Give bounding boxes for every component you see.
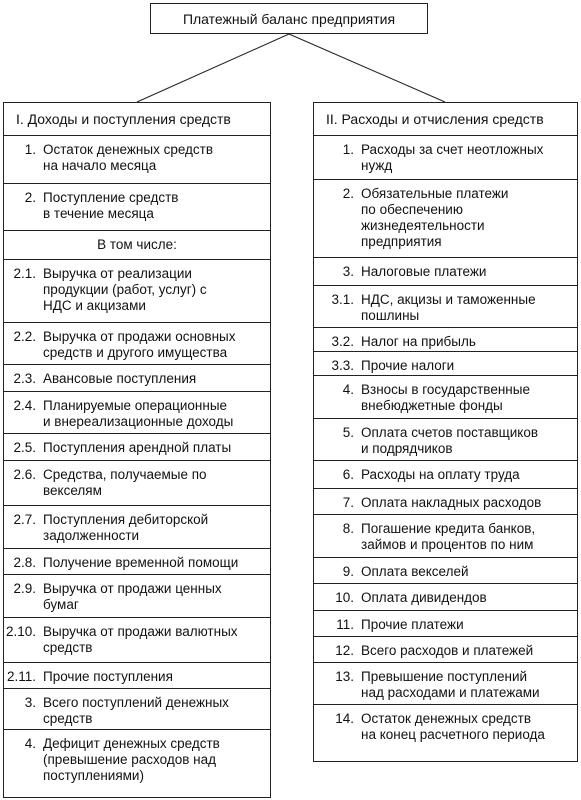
expense-header-label: II. Расходы и отчисления средств (326, 111, 544, 127)
income-row-label: Поступления арендной платы (43, 440, 232, 455)
expense-row (314, 558, 577, 584)
expense-row (314, 637, 577, 663)
expense-row-number: 7. (342, 495, 354, 510)
income-row (4, 506, 270, 549)
income-row-label: Поступление средств в течение месяца (43, 190, 179, 221)
expense-row-label: Прочие платежи (361, 617, 464, 632)
income-row-label: Выручка от реализации продукции (работ, услуг) с НДС и акцизами (43, 266, 207, 313)
income-row (4, 365, 270, 392)
income-row-label: Поступления дебиторской задолженности (43, 512, 209, 543)
expense-row (314, 286, 577, 328)
expense-row (314, 258, 577, 286)
income-rows (4, 136, 270, 791)
root-box (150, 3, 428, 34)
income-row-number: 2.9. (13, 581, 36, 596)
expense-row (314, 136, 577, 180)
expense-row-number: 11. (336, 617, 354, 632)
income-row (4, 689, 270, 730)
expense-row-label: Погашение кредита банков, займов и процентов по ним (361, 521, 536, 552)
expense-row (314, 515, 577, 558)
expense-row-number: 12. (335, 643, 354, 658)
income-row-number: 2.3. (13, 371, 36, 386)
income-row-number: 2.5. (13, 440, 36, 455)
income-row-label: Планируемые операционные и внереализационные доходы (43, 398, 234, 429)
income-row-number: 2.10. (5, 624, 36, 639)
expense-row (314, 352, 577, 376)
income-row-label: Всего поступлений денежных средств (43, 695, 229, 726)
expense-header (314, 103, 577, 136)
expense-row-number: 3.1. (331, 292, 354, 307)
expense-rows (314, 136, 577, 748)
expense-column (313, 102, 578, 762)
income-row-label: Авансовые поступления (43, 371, 197, 386)
expense-row-label: Взносы в государственные внебюджетные фонды (361, 382, 530, 413)
income-row (4, 575, 270, 618)
expense-row (314, 705, 577, 748)
expense-row (314, 663, 577, 705)
income-row (4, 184, 270, 231)
expense-row-label: Налог на прибыль (361, 334, 476, 349)
income-row (4, 461, 270, 506)
income-row (4, 392, 270, 434)
income-row (4, 323, 270, 365)
expense-row (314, 328, 577, 352)
expense-row (314, 489, 577, 515)
expense-row-number: 3.3. (331, 358, 354, 373)
connector-left (137, 34, 289, 102)
income-row (4, 730, 270, 791)
expense-row-number: 1. (342, 142, 354, 157)
income-row-label: Средства, получаемые по векселям (43, 467, 207, 498)
expense-row-label: Оплата счетов поставщиков и подрядчиков (361, 425, 539, 456)
expense-row-label: Оплата накладных расходов (361, 495, 542, 510)
income-row-number: 2.11. (6, 669, 36, 684)
expense-row-number: 6. (342, 467, 354, 482)
expense-row-number: 13. (335, 669, 354, 684)
expense-row (314, 461, 577, 489)
income-row-number: 2.7. (13, 512, 36, 527)
expense-row-label: Всего расходов и платежей (361, 643, 534, 658)
expense-row-label: Обязательные платежи по обеспечению жизнедеятельности предприятия (361, 186, 509, 249)
income-row-label: Дефицит денежных средств (превышение расходов над поступлениями) (43, 736, 220, 783)
income-row-number: 2.6. (13, 467, 36, 482)
income-row-number: 1. (24, 142, 36, 157)
income-row-number: 2.8. (13, 555, 36, 570)
connector-right (289, 34, 445, 102)
expense-row-label: НДС, акцизы и таможенные пошлины (361, 292, 536, 323)
expense-row-label: Оплата векселей (361, 564, 469, 579)
expense-row (314, 611, 577, 637)
root-title: Платежный баланс предприятия (182, 10, 396, 27)
income-row-label: Остаток денежных средств на начало месяца (43, 142, 214, 173)
income-row-label: Выручка от продажи валютных средств (43, 624, 238, 655)
expense-row-label: Расходы за счет неотложных нужд (361, 142, 544, 173)
expense-row (314, 376, 577, 419)
income-row (4, 136, 270, 184)
income-row-number: 2.2. (13, 329, 36, 344)
expense-row-number: 4. (342, 382, 354, 397)
income-row (4, 549, 270, 575)
expense-row-label: Остаток денежных средств на конец расчетного периода (361, 711, 545, 742)
income-row-number: 4. (24, 736, 36, 751)
income-row-number: 3. (24, 695, 36, 710)
expense-row-number: 5. (342, 425, 354, 440)
expense-row-label: Прочие налоги (361, 358, 455, 373)
income-column (3, 102, 271, 798)
expense-row-number: 8. (342, 521, 354, 536)
expense-row-number: 2. (342, 186, 354, 201)
income-row (4, 434, 270, 461)
income-row-label: В том числе: (97, 237, 177, 252)
expense-row-label: Расходы на оплату труда (361, 467, 520, 482)
expense-row-number: 9. (342, 564, 354, 579)
expense-row-number: 10. (335, 590, 354, 605)
income-row-number: 2.1. (13, 266, 36, 281)
income-header (4, 103, 270, 136)
expense-row (314, 584, 577, 611)
income-row-number: 2. (24, 190, 36, 205)
income-row-label: Получение временной помощи (43, 555, 239, 570)
expense-row (314, 180, 577, 258)
expense-row-label: Оплата дивидендов (361, 590, 487, 605)
expense-row-number: 3.2. (331, 334, 354, 349)
income-header-label: I. Доходы и поступления средств (16, 111, 231, 127)
income-row-number: 2.4. (13, 398, 36, 413)
income-row (4, 260, 270, 323)
income-row-label: Выручка от продажи основных средств и другого имущества (43, 329, 236, 360)
expense-row (314, 419, 577, 461)
income-row-label: Прочие поступления (43, 669, 173, 684)
income-row (4, 663, 270, 689)
expense-row-label: Налоговые платежи (361, 264, 487, 279)
income-row-label: Выручка от продажи ценных бумаг (43, 581, 222, 612)
expense-row-number: 3. (342, 264, 354, 279)
income-row (4, 231, 270, 260)
income-row (4, 618, 270, 663)
expense-row-label: Превышение поступлений над расходами и платежами (361, 669, 540, 700)
expense-row-number: 14. (335, 711, 354, 726)
